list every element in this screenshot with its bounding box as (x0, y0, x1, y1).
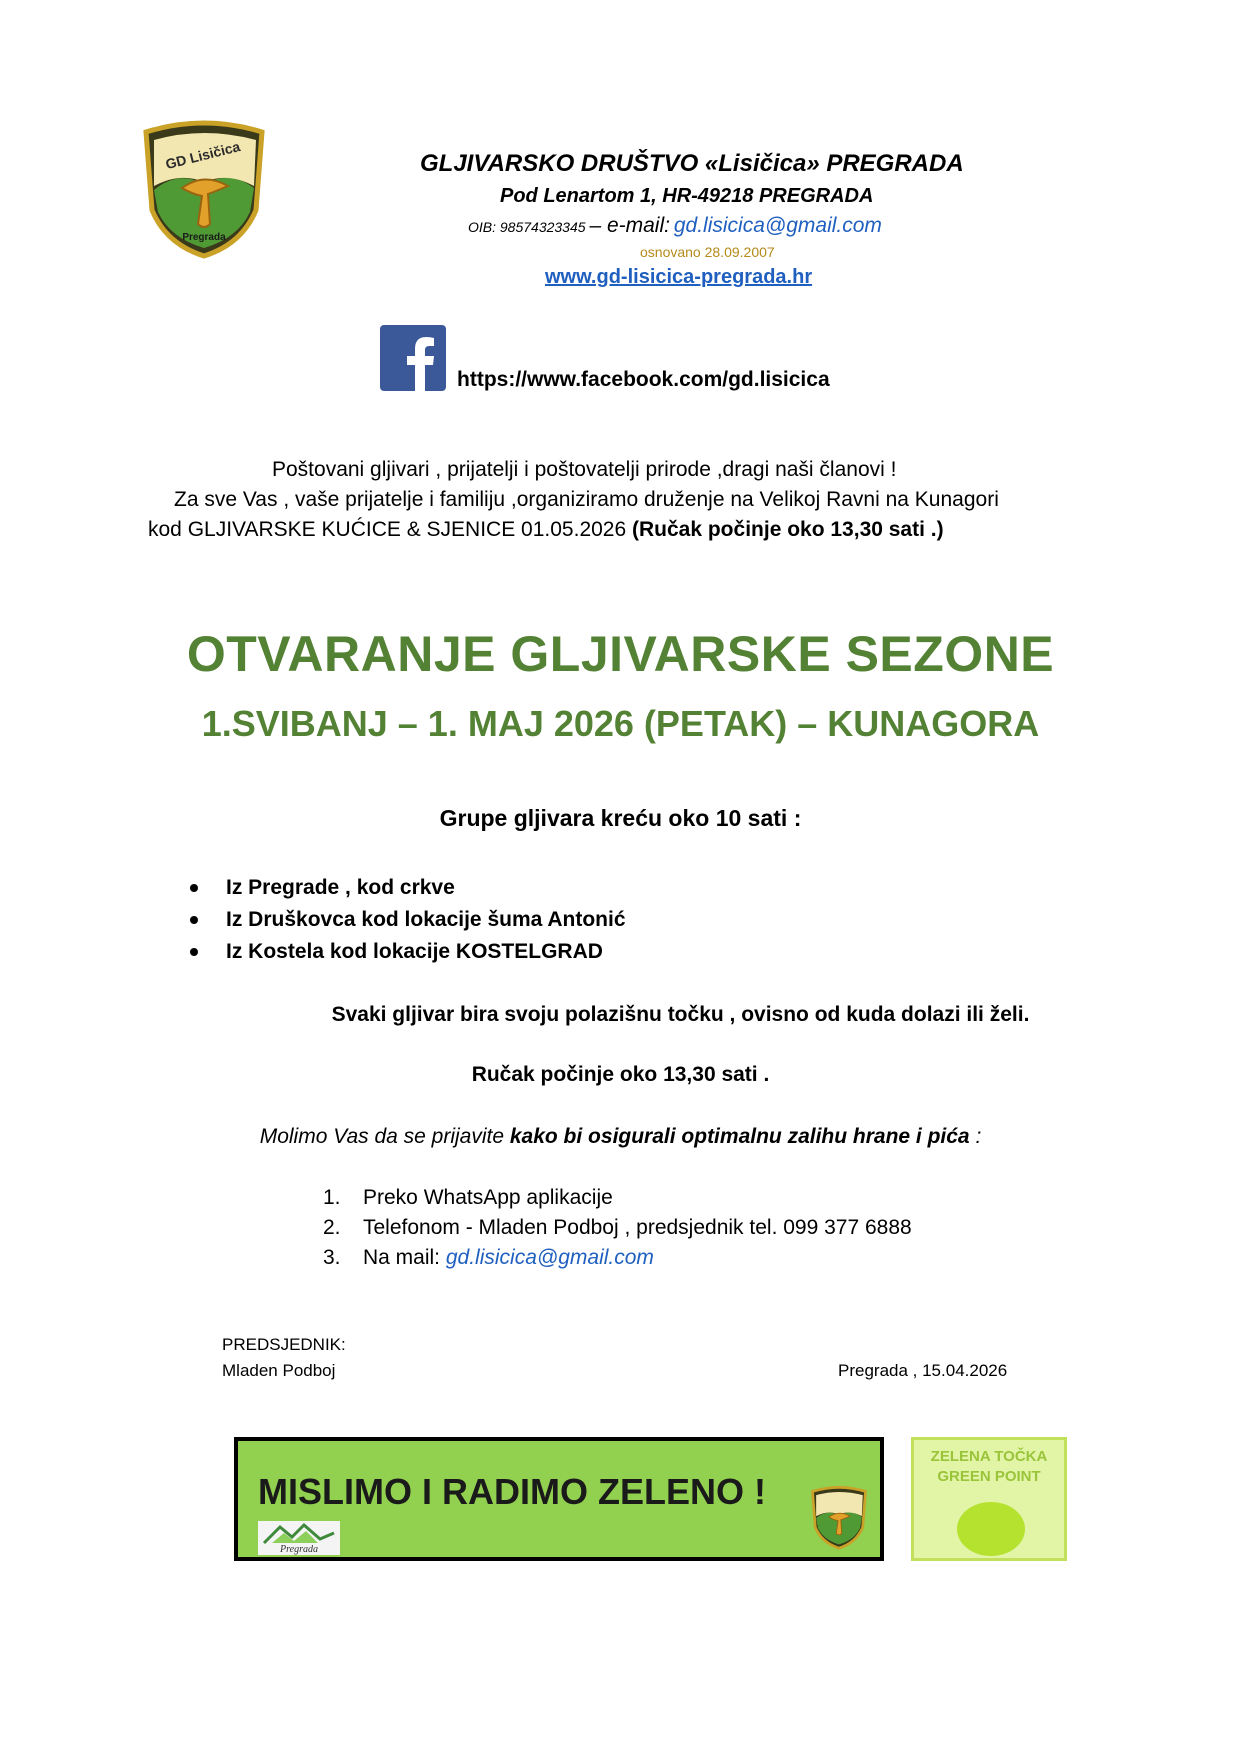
signup-lead-bold: kako bi osigurali optimalnu zalihu hrane i pića (509, 1125, 970, 1148)
list-item (185, 936, 626, 968)
intro-greeting: Poštovani gljivari , prijatelji i poštovatelji prirode ,dragi naši članovi ! (272, 458, 897, 481)
facebook-icon[interactable] (380, 325, 446, 391)
intro-location (148, 515, 944, 545)
choose-note: Svaki gljivar bira svoju polazišnu točku , ovisno od kuda dolazi ili želi. (331, 1003, 1030, 1026)
org-address: Pod Lenartom 1, HR-49218 PREGRADA (500, 185, 874, 207)
bullet-icon (190, 948, 198, 956)
facebook-url[interactable]: https://www.facebook.com/gd.lisicica (457, 368, 830, 391)
lunch-note: Ručak počinje oko 13,30 sati . (471, 1063, 770, 1086)
logo-text-bottom: Pregrada (182, 232, 226, 243)
org-website-link[interactable]: www.gd-lisicica-pregrada.hr (545, 266, 813, 288)
president-label: PREDSJEDNIK: (222, 1335, 346, 1354)
list-item-text: Iz Druškovca kod lokacije šuma Antonić (226, 908, 626, 931)
president-name: Mladen Podboj (222, 1361, 336, 1380)
signup-list (323, 1183, 912, 1273)
list-item (323, 1243, 912, 1273)
event-subtitle: 1.SVIBANJ – 1. MAJ 2026 (PETAK) – KUNAGORA (201, 703, 1040, 744)
logo-text-top: GD Lisičica (163, 138, 242, 173)
list-item-text: Na mail: (363, 1246, 446, 1269)
signup-lead-text: Molimo Vas da se prijavite (259, 1125, 510, 1148)
groups-heading: Grupe gljivara kreću oko 10 sati : (439, 805, 802, 831)
list-item (185, 904, 626, 936)
org-contact (468, 214, 1068, 238)
list-number: 2. (323, 1216, 341, 1239)
groups-list (185, 872, 626, 968)
signup-lead-end: : (969, 1125, 982, 1148)
list-item (323, 1213, 912, 1243)
signup-email-link[interactable]: gd.lisicica@gmail.com (445, 1246, 654, 1269)
pregrada-logo (258, 1521, 340, 1555)
list-item-text: Iz Pregrade , kod crkve (226, 876, 455, 899)
list-item-text: Preko WhatsApp aplikacije (363, 1186, 613, 1209)
intro-lunch-time: (Ručak počinje oko 13,30 sati .) (632, 518, 944, 541)
event-title: OTVARANJE GLJIVARSKE SEZONE (186, 626, 1055, 682)
green-point-line1: ZELENA TOČKA (930, 1448, 1048, 1465)
list-item (185, 872, 626, 904)
org-oib: OIB: 98574323345 (468, 219, 586, 235)
org-name: GLJIVARSKO DRUŠTVO «Lisičica» PREGRADA (420, 150, 964, 177)
green-point-circle-icon (957, 1502, 1025, 1556)
club-logo (138, 120, 270, 260)
list-number: 1. (323, 1186, 341, 1209)
place-date: Pregrada , 15.04.2026 (838, 1361, 1008, 1380)
green-point-badge (911, 1437, 1067, 1561)
banner-slogan: MISLIMO I RADIMO ZELENO ! (258, 1471, 766, 1512)
intro-location-text: kod GLJIVARSKE KUĆICE & SJENICE 01.05.2026 (148, 518, 632, 541)
bullet-icon (190, 916, 198, 924)
list-item-text: Telefonom - Mladen Podboj , predsjednik tel. 099 377 6888 (363, 1216, 912, 1239)
signup-lead (0, 1125, 1241, 1149)
club-logo-small (808, 1486, 870, 1550)
intro-invitation: Za sve Vas , vaše prijatelje i familiju ,organiziramo druženje na Velikoj Ravni na Kunagori (174, 488, 999, 511)
email-prefix: – e-mail: (589, 214, 670, 237)
org-email-link[interactable]: gd.lisicica@gmail.com (673, 214, 882, 237)
list-number: 3. (323, 1246, 341, 1269)
bullet-icon (190, 884, 198, 892)
pregrada-logo-text: Pregrada (280, 1544, 318, 1555)
list-item-text: Iz Kostela kod lokacije KOSTELGRAD (226, 940, 603, 963)
green-banner (234, 1437, 884, 1561)
org-founded: osnovano 28.09.2007 (640, 244, 775, 260)
green-point-line2: GREEN POINT (937, 1468, 1041, 1485)
list-item (323, 1183, 912, 1213)
